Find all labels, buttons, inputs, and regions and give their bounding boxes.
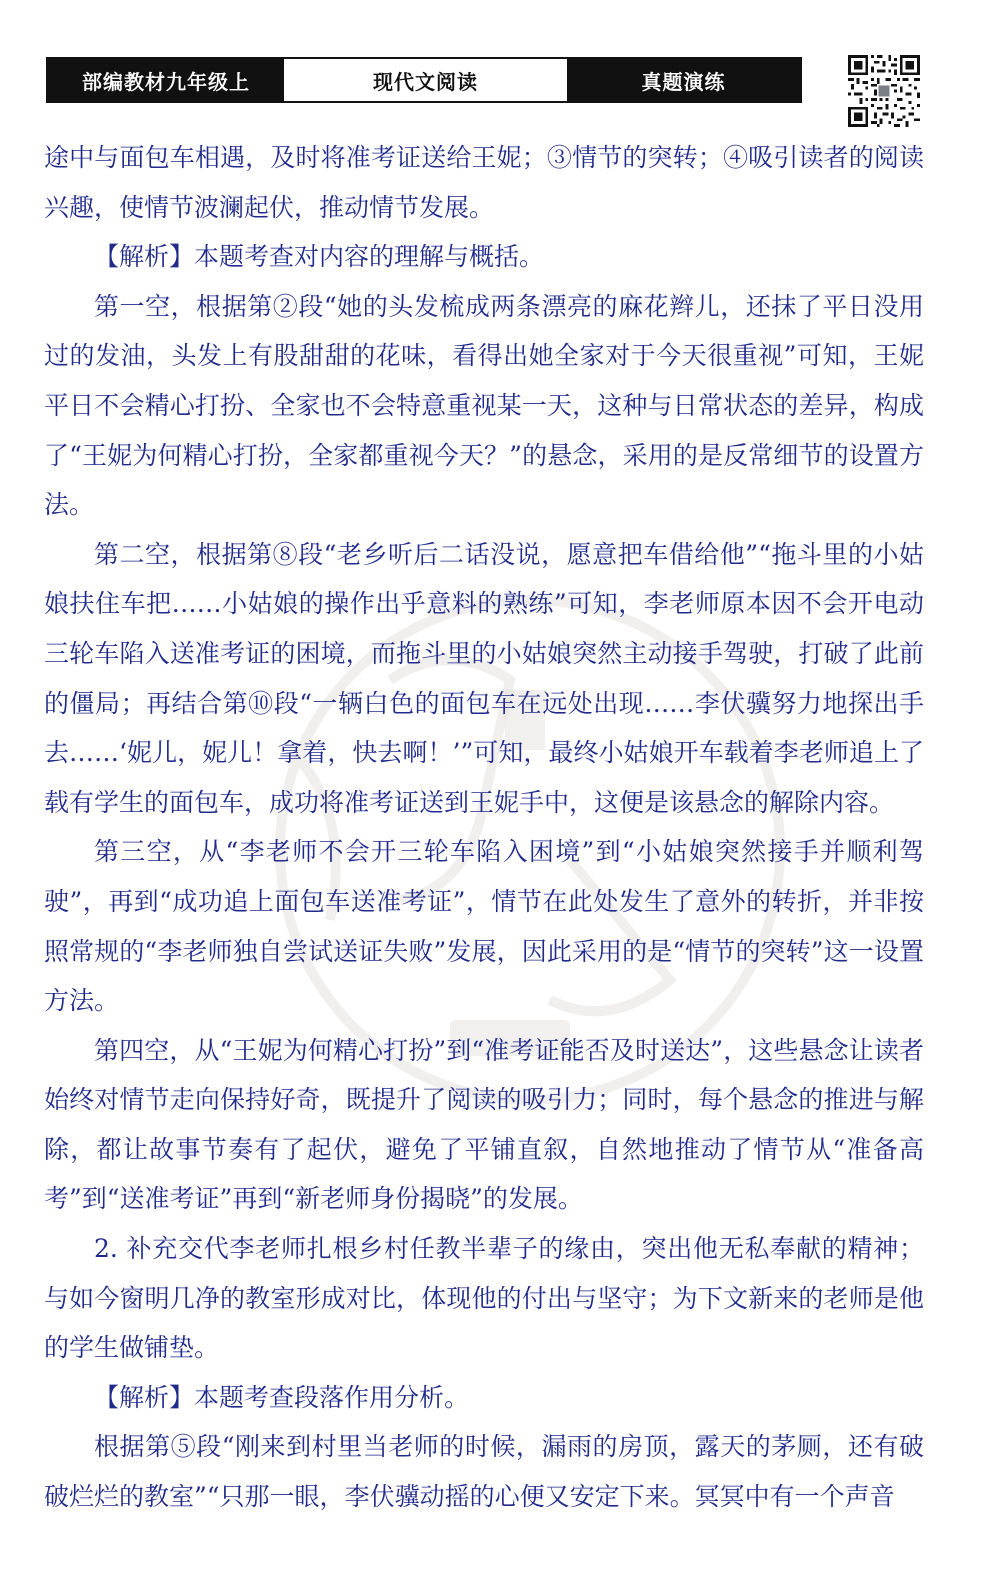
answer-paragraph-continued: 途中与面包车相遇，及时将准考证送给王妮；③情节的突转；④吸引读者的阅读兴趣，使情节波澜起伏，推动情节发展。 <box>44 143 924 222</box>
question-two-answer-paragraph: 2. 补充交代李老师扎根乡村任教半辈子的缘由，突出他无私奉献的精神；与如今窗明几净的教室形成对比，体现他的付出与坚守；为下文新来的老师是他的学生做铺垫。 <box>44 1234 924 1363</box>
first-blank-paragraph: 第一空，根据第②段“她的头发梳成两条漂亮的麻花辫儿，还抹了平日没用过的发油，头发上有股甜甜的花味，看得出她全家对于今天很重视”可知，王妮平日不会精心打扮、全家也不会特意重视某一天，这种与日常状态的差异，构成了“王妮为何精心打扮，全家都重视今天？”的悬念，采用的是反常细节的设置方法。 <box>44 291 924 520</box>
header-grade-label: 部编教材九年级上 <box>48 59 284 101</box>
analysis-paragraph-two: 【解析】本题考查段落作用分析。 <box>94 1382 470 1412</box>
paragraph-five-analysis: 根据第⑤段“刚来到村里当老师的时候，漏雨的房顶，露天的茅厕，还有破破烂烂的教室”“只那一眼，李伏骥动摇的心便又安定下来。冥冥中有一个声音 <box>44 1432 924 1512</box>
third-blank-paragraph: 第三空，从“李老师不会开三轮车陷入困境”到“小姑娘突然接手并顺利驾驶”，再到“成功追上面包车送准考证”，情节在此处发生了意外的转折，并非按照常规的“李老师独自尝试送证失败”发展，因此采用的是“情节的突转”这一设置方法。 <box>44 837 924 1016</box>
second-blank-paragraph: 第二空，根据第⑧段“老乡听后二话没说，愿意把车借给他”“拖斗里的小姑娘扶住车把……小姑娘的操作出乎意料的熟练”可知，李老师原本因不会开电动三轮车陷入送准考证的困境，而拖斗里的小姑娘突然主动接手驾驶，打破了此前的僵局；再结合第⑩段“一辆白色的面包车在远处出现……李伏骥努力地探出手去……‘妮儿，妮儿！拿着，快去啊！’”可知，最终小姑娘开车载着李老师追上了载有学生的面包车，成功将准考证送到王妮手中，这便是该悬念的解除内容。 <box>44 539 924 817</box>
header-section-label: 现代文阅读 <box>284 59 567 101</box>
answer-content <box>44 133 924 1522</box>
header-practice-label: 真题演练 <box>567 59 800 101</box>
header-bar <box>46 57 802 103</box>
qr-code-icon <box>848 55 920 127</box>
fourth-blank-paragraph: 第四空，从“王妮为何精心打扮”到“准考证能否及时送达”，这些悬念让读者始终对情节走向保持好奇，既提升了阅读的吸引力；同时，每个悬念的推进与解除，都让故事节奏有了起伏，避免了平铺直叙，自然地推动了情节从“准备高考”到“送准考证”再到“新老师身份揭晓”的发展。 <box>44 1035 924 1214</box>
analysis-paragraph: 【解析】本题考查对内容的理解与概括。 <box>94 242 545 272</box>
